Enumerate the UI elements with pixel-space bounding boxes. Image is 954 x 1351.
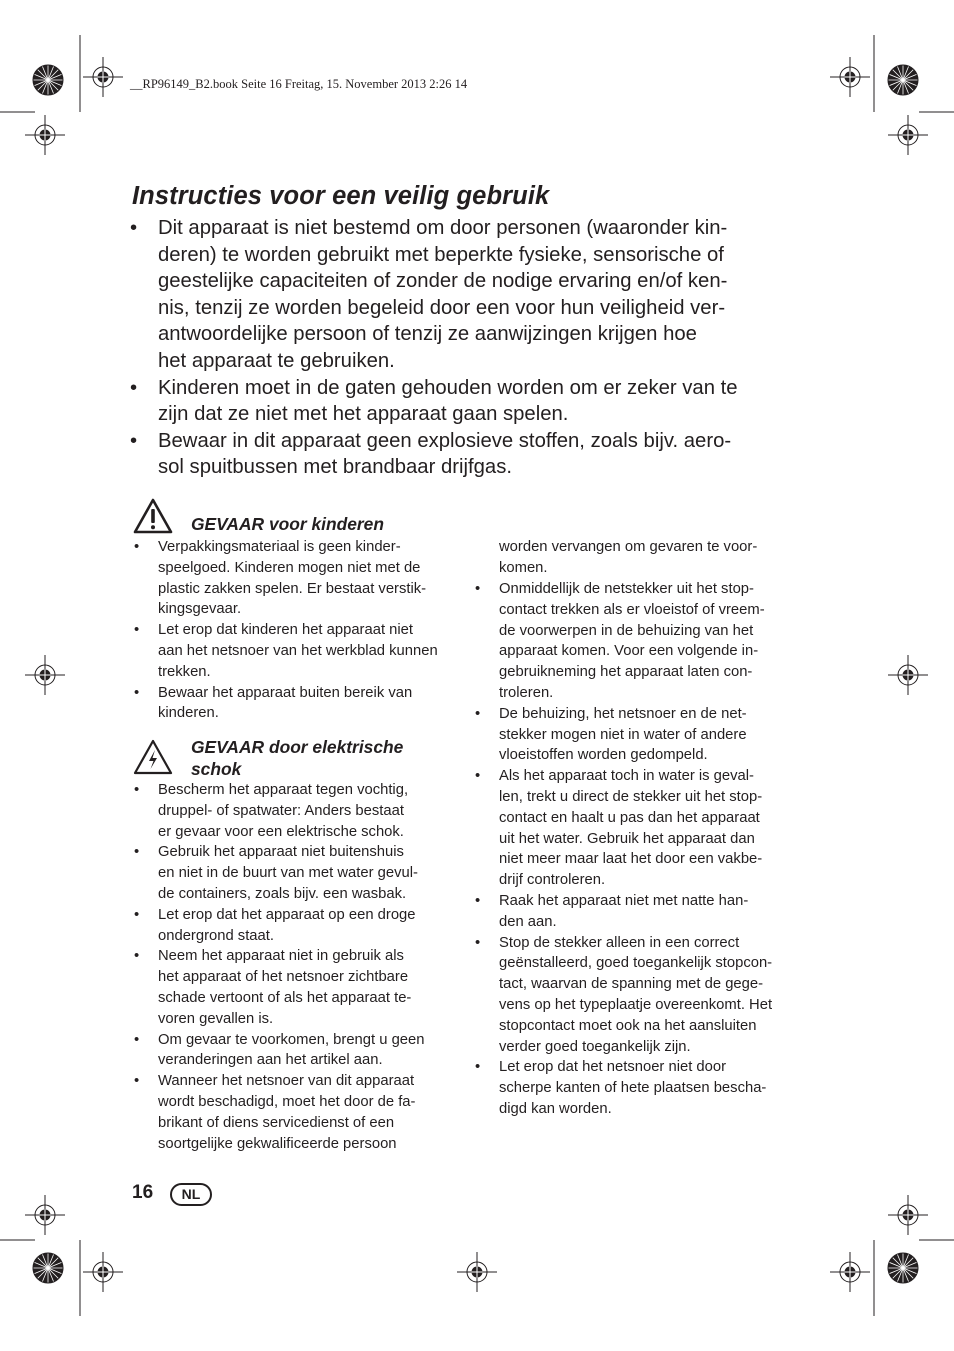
bullet: • (475, 1059, 481, 1076)
registration-mark-left-upper (25, 115, 65, 155)
bullet: • (475, 934, 481, 951)
registration-mark-right-middle (888, 655, 928, 695)
text-line: stekker mogen niet in water of andere (499, 726, 747, 743)
bullet: • (134, 782, 140, 798)
text-line: nis, tenzij ze worden begeleid door een voor hun veiligheid ver- (158, 296, 726, 319)
text-line: Stop de stekker alleen in een correct (499, 934, 740, 951)
text-line: voren gevallen is. (158, 1010, 274, 1027)
text-line: het apparaat te gebruiken. (158, 349, 395, 372)
electric-warning-item (132, 1030, 472, 1072)
registration-mark-bottom-left (83, 1252, 123, 1292)
electric-warning-list-left (132, 780, 472, 1154)
text-line: Bescherm het apparaat tegen vochtig, (158, 782, 409, 798)
page-title: Instructies voor een veilig gebruik (132, 182, 550, 210)
text-line: Als het apparaat toch in water is geval- (499, 768, 754, 785)
text-line: veranderingen aan het artikel aan. (158, 1052, 383, 1069)
page-number: 16 (132, 1182, 154, 1203)
text-line: Neem het apparaat niet in gebruik als (158, 948, 404, 965)
text-line: apparaat komen. Voor een volgende in- (499, 643, 759, 660)
text-line: stopcontact moet ook na het aansluiten (499, 1017, 757, 1034)
text-line: niet meer maar laat het door een vakbe- (499, 851, 763, 868)
bullet: • (134, 844, 140, 861)
electric-warning-continuation (499, 537, 809, 579)
warning-children-title: GEVAAR voor kinderen (191, 514, 384, 534)
bullet: • (475, 705, 481, 722)
text-line: Bewaar het apparaat buiten bereik van (158, 684, 413, 701)
electric-warning-item (473, 1057, 809, 1119)
text-line: Raak het apparaat niet met natte han- (499, 892, 749, 909)
registration-mark-top-right (830, 57, 870, 97)
text-line: druppel- of spatwater: Anders bestaat (158, 802, 404, 819)
children-warning-list (132, 537, 472, 724)
electric-warning-list-right (473, 579, 809, 1120)
bullet: • (134, 684, 140, 701)
text-line: sol spuitbussen met brandbaar drijfgas. (158, 456, 512, 479)
electric-warning-item (132, 946, 472, 1029)
bullet: • (130, 429, 138, 452)
children-warning-item (132, 620, 472, 682)
electric-warning-item (473, 891, 809, 933)
color-target-top-left (33, 65, 63, 95)
text-line: Gebruik het apparaat niet buitenshuis (158, 844, 404, 861)
text-line: er gevaar voor een elektrische schok. (158, 823, 404, 840)
intro-bullet-item (130, 375, 810, 428)
text-line: drijf controleren. (499, 872, 606, 889)
bullet: • (134, 906, 140, 923)
text-line: kinderen. (158, 705, 219, 722)
intro-bullet-item (130, 215, 810, 375)
electric-warning-item (132, 780, 472, 842)
registration-mark-right-lower (888, 1195, 928, 1235)
warning-electric-heading (132, 738, 403, 780)
electric-warning-item (473, 766, 809, 891)
text-line: Bewaar in dit apparaat geen explosieve stoffen, zoals bijv. aero- (158, 429, 732, 452)
file-info-header: __RP96149_B2.book Seite 16 Freitag, 15. November 2013 2:26 14 (130, 77, 468, 91)
electric-warning-item (132, 905, 472, 947)
registration-mark-right-upper (888, 115, 928, 155)
text-line: aan het netsnoer van het werkblad kunnen (158, 642, 438, 659)
bullet: • (134, 948, 140, 965)
warning-electric-title-line-2: schok (191, 758, 242, 779)
bullet: • (134, 539, 140, 555)
text-line: gebruikneming het apparaat laten con- (499, 664, 753, 681)
warning-children-heading (132, 497, 384, 536)
text-line: soortgelijke gekwalificeerde persoon (158, 1135, 397, 1152)
text-line: Wanneer het netsnoer van dit apparaat (158, 1073, 415, 1090)
electric-warning-item (132, 1071, 472, 1154)
text-line: deren) te worden gebruikt met beperkte fysieke, sensorische of (158, 243, 724, 266)
electric-warning-item (473, 933, 809, 1058)
warning-exclamation-icon (132, 497, 174, 535)
intro-bullet-item (130, 428, 810, 481)
text-line: vens op het typeplaatje overeenkomt. Het (499, 996, 773, 1013)
registration-mark-left-middle (25, 655, 65, 695)
bullet: • (475, 768, 481, 785)
text-line: Let erop dat kinderen het apparaat niet (158, 622, 414, 639)
text-line: tact, waarvan de spanning met de gege- (499, 976, 764, 993)
text-line: len, trekt u direct de stekker uit het stop- (499, 788, 763, 805)
text-line: contact en haalt u pas dan het apparaat (499, 809, 760, 826)
bullet: • (475, 892, 481, 909)
text-line: Onmiddellijk de netstekker uit het stop- (499, 581, 754, 597)
text-line: Verpakkingsmateriaal is geen kinder- (158, 539, 401, 555)
warning-electric-title-line-1: GEVAAR door elektrische (191, 737, 404, 757)
text-line: Let erop dat het apparaat op een droge (158, 906, 416, 923)
text-line: schade vertoont of als het apparaat te- (158, 989, 412, 1006)
text-line: digd kan worden. (499, 1100, 612, 1117)
text-line: trekken. (158, 663, 211, 680)
warning-electric-shock-icon (132, 738, 174, 776)
text-line: plastic zakken spelen. Er bestaat verstik- (158, 580, 427, 597)
text-line: komen. (499, 559, 548, 576)
registration-mark-bottom-center (457, 1252, 497, 1292)
text-line: Let erop dat het netsnoer niet door (499, 1059, 727, 1076)
color-target-bottom-right (888, 1253, 918, 1283)
children-warning-item (132, 537, 472, 620)
text-line: antwoordelijke persoon of tenzij ze aanwijzingen krijgen hoe (158, 323, 697, 346)
color-target-bottom-left (33, 1253, 63, 1283)
text-line: scherpe kanten of hete plaatsen bescha- (499, 1080, 767, 1097)
text-line: wordt beschadigd, moet het door de fa- (158, 1093, 416, 1110)
bullet: • (134, 1031, 140, 1048)
text-line: Kinderen moet in de gaten gehouden worden om er zeker van te (158, 376, 738, 399)
text-line: Dit apparaat is niet bestemd om door personen (waaronder kin- (158, 217, 728, 239)
text-line: en niet in de buurt van met water gevul- (158, 865, 418, 882)
text-line: De behuizing, het netsnoer en de net- (499, 705, 747, 722)
text-line: speelgoed. Kinderen mogen niet met de (158, 559, 421, 576)
bullet: • (134, 622, 140, 639)
text-line: de voorwerpen in de behuizing van het (499, 622, 754, 639)
text-line: vloeistoffen worden gedompeld. (499, 747, 708, 764)
registration-mark-bottom-right (830, 1252, 870, 1292)
children-warning-item (132, 683, 472, 725)
registration-mark-left-lower (25, 1195, 65, 1235)
bullet: • (130, 376, 138, 399)
text-line: worden vervangen om gevaren te voor- (499, 539, 758, 555)
text-line: de containers, zoals bijv. een wasbak. (158, 885, 407, 902)
color-target-top-right (888, 65, 918, 95)
bullet: • (475, 581, 481, 597)
bullet: • (134, 1073, 140, 1090)
bullet: • (130, 217, 138, 239)
text-line: verder goed toegankelijk zijn. (499, 1038, 691, 1055)
text-line: geestelijke capaciteiten of zonder de nodige ervaring en/of ken- (158, 270, 728, 293)
registration-mark-top-left (83, 57, 123, 97)
text-line: contact trekken als er vloeistof of vreem- (499, 601, 765, 618)
electric-warning-item (132, 842, 472, 904)
text-line: den aan. (499, 913, 557, 930)
intro-bullet-list (130, 215, 810, 481)
text-line: kingsgevaar. (158, 601, 242, 618)
electric-warning-item (473, 704, 809, 766)
text-line: troleren. (499, 684, 554, 701)
text-line: geënstalleerd, goed toegankelijk stopcon- (499, 955, 773, 972)
text-line: het apparaat of het netsnoer zichtbare (158, 969, 409, 986)
text-line: ondergrond staat. (158, 927, 274, 944)
electric-warning-item (473, 579, 809, 704)
text-line: zijn dat ze niet met het apparaat gaan spelen. (158, 403, 569, 426)
text-line: uit het water. Gebruik het apparaat dan (499, 830, 755, 847)
language-badge: NL (170, 1183, 212, 1206)
text-line: Om gevaar te voorkomen, brengt u geen (158, 1031, 425, 1048)
text-line: brikant of diens servicedienst of een (158, 1114, 395, 1131)
